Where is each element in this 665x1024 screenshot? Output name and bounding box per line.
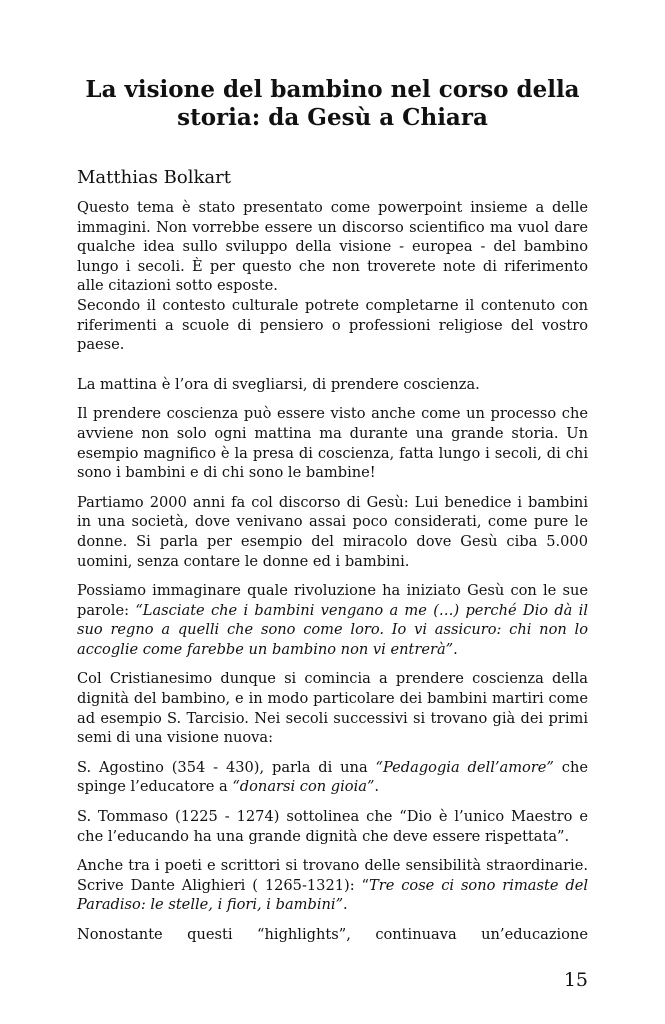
paragraph: Anche tra i poeti e scrittori si trovano delle sensibilità straordinarie. Scrive Dante Alighieri ( 1265-1321): “Tre cose ci sono rimaste del Paradiso: le stelle, i fiori, i bambini”. [77, 857, 589, 914]
document-page [77, 0, 588, 959]
paragraph: S. Tommaso (1225 - 1274) sottolinea che “Dio è l’unico Maestro e che l’educando ha una grande dignità che deve essere rispettata”. [77, 808, 588, 845]
paragraph: Partiamo 2000 anni fa col discorso di Gesù: Lui benedice i bambini in una società, dove venivano assai poco considerati, come pure le donne. Si parla per esempio del miracolo dove Gesù ciba 5.000 uomini, senza contare le donne ed i bambini. [77, 493, 588, 570]
document-title: La visione del bambino nel corso della storia: da Gesù a Chiara [85, 76, 580, 131]
page-number: 15 [563, 969, 588, 991]
paragraph: Col Cristianesimo dunque si comincia a prendere coscienza della dignità del bambino, e in modo particolare dei bambini martiri come ad esempio S. Tarcisio. Nei secoli successivi si trovano già dei primi semi di una visione nuova: [77, 670, 588, 747]
author-name: Matthias Bolkart [77, 167, 231, 188]
quote-italic: “Pedagogia dell’amore” [375, 758, 554, 776]
paragraph: La mattina è l’ora di svegliarsi, di prendere coscienza. [77, 375, 480, 393]
paragraph: Secondo il contesto culturale potrete completarne il contenuto con riferimenti a scuole di pensiero o professioni religiose del vostro paese. [77, 296, 588, 354]
paragraph: Nonostante questi “highlights”, continuava un’educazione [77, 926, 588, 943]
paragraph: Questo tema è stato presentato come powerpoint insieme a delle immagini. Non vorrebbe essere un discorso scientifico ma vuol dare qualche idea sullo sviluppo della visione - europea - del bambino lungo i secoli. È per questo che non troverete note di riferimento alle citazioni sotto esposte. [77, 199, 588, 295]
paragraph: Il prendere coscienza può essere visto anche come un processo che avviene non solo ogni mattina ma durante una grande storia. Un esempio magnifico è la presa di coscienza, fatta lungo i secoli, di chi sono i bambini e di chi sono le bambine! [77, 405, 588, 482]
paragraph: S. Agostino (354 - 430), parla di una “Pedagogia dell’amore” che spinge l’educatore a “donarsi con gioia”. [77, 758, 588, 796]
quote-italic: “donarsi con gioia” [232, 778, 375, 796]
quote-italic: Tre cose ci sono rimaste del Paradiso: le stelle, i fiori, i bambini” [77, 876, 589, 914]
quote-italic: “Lasciate che i bambini vengano a me (…) perché Dio dà il suo regno a quelli che sono come loro. Io vi assicuro: chi non lo accoglie come farebbe un bambino non vi entrerà” [77, 601, 588, 658]
paragraph: Possiamo immaginare quale rivoluzione ha iniziato Gesù con le sue parole: “Lasciate che i bambini vengano a me (…) perché Dio dà il suo regno a quelli che sono come loro. Io vi assicuro: chi non lo accoglie come farebbe un bambino non vi entrerà”. [77, 582, 588, 658]
